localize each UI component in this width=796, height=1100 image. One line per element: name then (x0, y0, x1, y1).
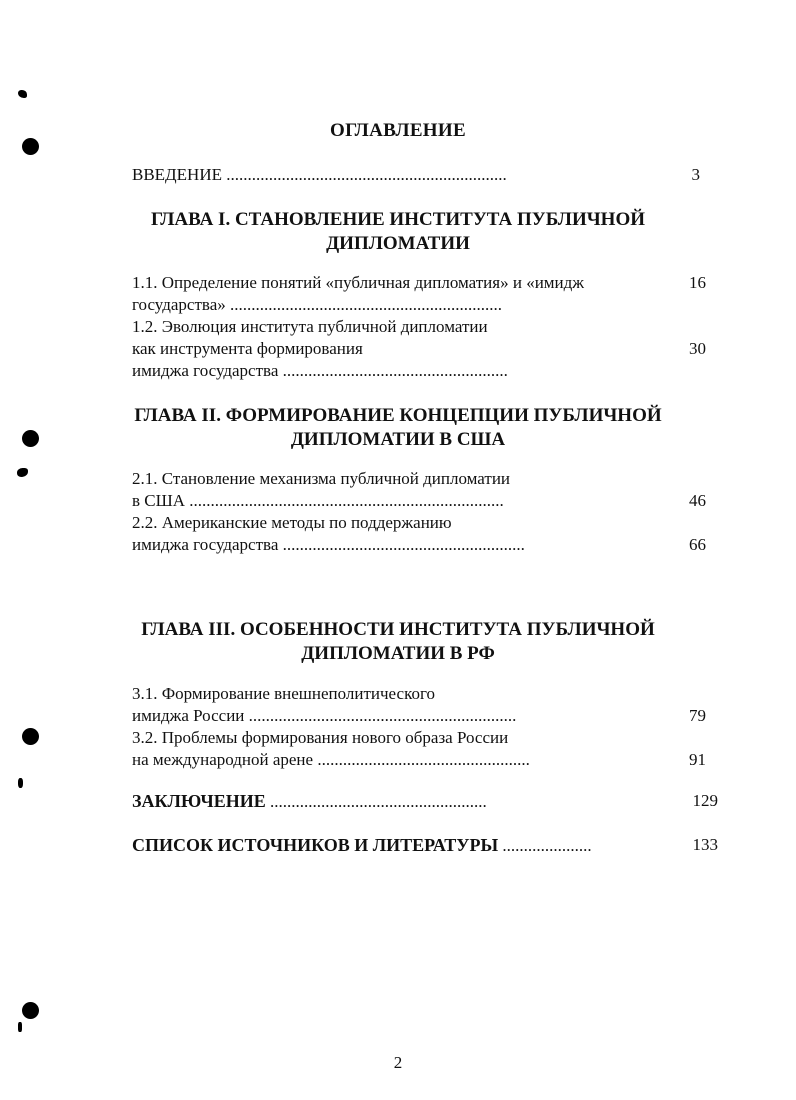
section-2-1-line1: 2.1. Становление механизма публичной дипломатии (132, 469, 511, 488)
section-3-1-line2: имиджа России ............................................................... (132, 706, 517, 725)
section-2-2-entry[interactable] (132, 512, 718, 534)
conclusion-leader: ................................................... (270, 792, 487, 811)
section-2-2-line1: 2.2. Американские методы по поддержанию (132, 513, 452, 532)
section-3-1-page: 79 (689, 706, 706, 725)
chapter-2-line1: ГЛАВА II. ФОРМИРОВАНИЕ КОНЦЕПЦИИ ПУБЛИЧНОЙ (134, 405, 662, 426)
section-3-2-page: 91 (689, 750, 706, 769)
section-1-2-line3: имиджа государства ..................................................... (132, 361, 508, 380)
chapter-1-line1: ГЛАВА I. СТАНОВЛЕНИЕ ИНСТИТУТА ПУБЛИЧНОЙ (151, 209, 645, 230)
chapter-1-heading[interactable] (0, 208, 796, 256)
section-1-1-line1: 1.1. Определение понятий «публичная дипломатия» и «имидж (132, 273, 585, 292)
section-3-2-line1: 3.2. Проблемы формирования нового образа России (132, 728, 509, 747)
section-3-2-line2: на международной арене .................................................. (132, 750, 530, 769)
scan-speck-3 (18, 778, 23, 788)
sources-leader: ..................... (502, 836, 592, 855)
section-3-1-line1: 3.1. Формирование внешнеполитического (132, 684, 436, 703)
chapter-1-line2: ДИПЛОМАТИИ (326, 233, 470, 254)
section-1-2-page: 30 (689, 339, 706, 358)
sources-label: СПИСОК ИСТОЧНИКОВ И ЛИТЕРАТУРЫ (132, 835, 499, 855)
section-1-1-line2: государства» ................................................................ (132, 295, 502, 314)
section-2-1-line2: в США .......................................................................... (132, 491, 504, 510)
sources-entry[interactable] (132, 834, 718, 856)
page-number: 2 (393, 1053, 403, 1072)
conclusion-label: ЗАКЛЮЧЕНИЕ (132, 791, 266, 811)
chapter-3-line2: ДИПЛОМАТИИ В РФ (301, 643, 495, 664)
section-2-1-entry[interactable] (132, 468, 718, 490)
section-1-1-page: 16 (689, 273, 706, 292)
intro-leader: .................................................................. (226, 165, 507, 184)
section-2-2-line2: имиджа государства ......................................................... (132, 535, 525, 554)
intro-entry[interactable] (132, 164, 678, 186)
section-2-2-page: 66 (689, 535, 706, 554)
section-3-1-entry[interactable] (132, 683, 718, 705)
section-1-2-line2: как инструмента формирования (132, 339, 363, 358)
section-2-1-page: 46 (689, 491, 706, 510)
section-1-2-line1: 1.2. Эволюция института публичной дипломатии (132, 317, 488, 336)
intro-label: ВВЕДЕНИЕ (132, 165, 222, 184)
intro-page: 3 (691, 165, 700, 184)
conclusion-page: 129 (692, 791, 718, 810)
chapter-2-line2: ДИПЛОМАТИИ В США (290, 429, 506, 450)
chapter-3-line1: ГЛАВА III. ОСОБЕННОСТИ ИНСТИТУТА ПУБЛИЧНОЙ (141, 619, 655, 640)
punch-hole-4 (22, 1002, 39, 1019)
sources-page: 133 (692, 835, 718, 854)
chapter-3-heading[interactable] (0, 618, 796, 666)
conclusion-entry[interactable] (132, 790, 718, 812)
section-1-1-entry[interactable] (132, 272, 718, 294)
toc-title: ОГЛАВЛЕНИЕ (330, 120, 466, 141)
scan-speck-2 (17, 468, 28, 477)
scan-speck-1 (18, 90, 27, 98)
scan-speck-4 (18, 1022, 22, 1032)
chapter-2-heading[interactable] (0, 404, 796, 452)
section-3-2-entry[interactable] (132, 727, 718, 749)
section-1-2-entry[interactable] (132, 316, 718, 338)
punch-hole-3 (22, 728, 39, 745)
